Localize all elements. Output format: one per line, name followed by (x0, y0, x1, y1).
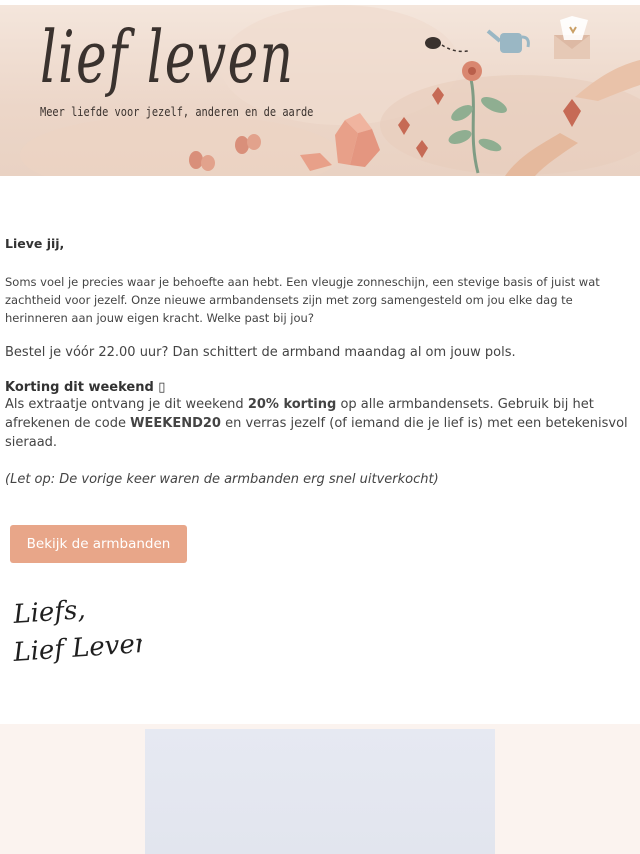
logo-text: lief leven (40, 15, 295, 99)
signature-image (12, 585, 142, 675)
svg-text:Liefs,: Liefs, (12, 595, 87, 630)
svg-text:Lief Leven: Lief Leven (12, 628, 142, 668)
tagline: Meer liefde voor jezelf, anderen en de aarde (40, 105, 314, 119)
view-bracelets-button[interactable]: Bekijk de armbanden (10, 525, 187, 563)
greeting: Lieve jij, (5, 236, 65, 251)
signature (12, 585, 142, 679)
header-banner (0, 5, 640, 176)
discount-paragraph (5, 395, 635, 452)
discount-text: op alle armbandensets. Gebruik bij het afrekenen de code (5, 397, 594, 431)
watering-can-icon (488, 31, 528, 53)
footer-section (0, 724, 640, 854)
discount-code: WEEKEND20 (130, 416, 221, 431)
bee-icon (425, 37, 441, 49)
discount-title: Korting dit weekend ▯ (5, 380, 166, 395)
envelope-icon (554, 16, 590, 59)
discount-text: en verras jezelf (of iemand die je lief is) met een betekenisvol sieraad. (5, 416, 628, 450)
discount-percent: 20% korting (247, 397, 337, 412)
stock-note: (Let op: De vorige keer waren de armbanden erg snel uitverkocht) (5, 472, 439, 487)
discount-text: Als extraatje ontvang je dit weekend (5, 397, 248, 412)
email-body (5, 236, 635, 487)
intro-paragraph: Soms voel je precies waar je behoefte aan hebt. Een vleugje zonneschijn, een stevige basis of juist wat zachtheid voor jezelf. Onze nieuwe armbandensets zijn met zorg samengesteld om jou elke dag te herinneren aan jouw eigen kracht. Welke past bij jou? (5, 275, 600, 325)
product-image[interactable] (145, 729, 495, 854)
logo[interactable] (40, 15, 394, 99)
delivery-paragraph: Bestel je vóór 22.00 uur? Dan schittert de armband maandag al om jouw pols. (5, 345, 516, 360)
